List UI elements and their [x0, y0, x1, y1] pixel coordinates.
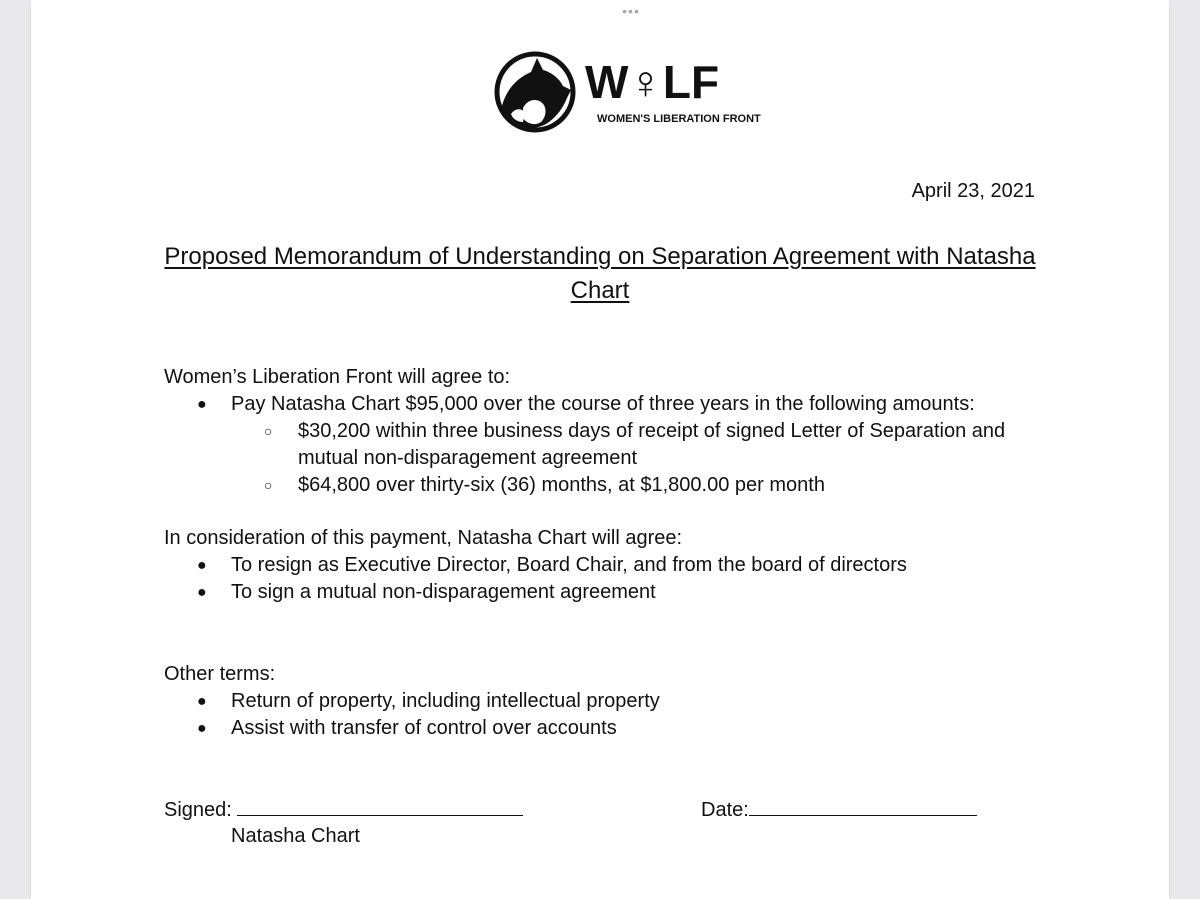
- sub-list-item-text: $30,200 within three business days of receipt of signed Letter of Separation and mutual non-disparagement agreement: [298, 420, 1006, 469]
- list-item-text: Pay Natasha Chart $95,000 over the course of three years in the following amounts:: [231, 393, 975, 415]
- date-label: Date:: [701, 799, 749, 821]
- viewer-menu-dots[interactable]: •••: [622, 3, 640, 19]
- list-item-text: To resign as Executive Director, Board Chair, and from the board of directors: [231, 554, 907, 576]
- signature-line[interactable]: [237, 797, 523, 816]
- section-lead: Women’s Liberation Front will agree to:: [164, 366, 511, 388]
- section-chart-agrees: [164, 525, 1064, 606]
- sub-list-item: [164, 472, 1064, 499]
- date-field: [701, 797, 977, 822]
- bullet-mark: ●: [197, 720, 207, 737]
- list-item: [164, 552, 1064, 579]
- document-date: April 23, 2021: [911, 180, 1035, 202]
- list-item: [164, 579, 1064, 606]
- list-item: [164, 688, 1064, 715]
- document-title: Proposed Memorandum of Understanding on Separation Agreement with Natasha Chart: [164, 243, 1036, 304]
- date-line[interactable]: [749, 797, 977, 816]
- tagline-text: WOMEN'S LIBERATION FRONT: [597, 113, 761, 125]
- signed-label: Signed:: [164, 799, 232, 821]
- list-item-text: Assist with transfer of control over accounts: [231, 717, 617, 739]
- section-lead: In consideration of this payment, Natasha Chart will agree:: [164, 527, 683, 549]
- signer-name: Natasha Chart: [231, 825, 360, 847]
- document-page: [31, 0, 1169, 899]
- subbullet-mark: ○: [264, 423, 273, 439]
- list-item: [164, 715, 1064, 742]
- section-other-terms: [164, 661, 1064, 742]
- bullet-mark: ●: [197, 396, 207, 413]
- section-lead: Other terms:: [164, 663, 276, 685]
- sub-list-item: [164, 418, 1064, 472]
- list-item-text: Return of property, including intellectual property: [231, 690, 660, 712]
- section-wolf-agrees: [164, 364, 1064, 499]
- list-item: [164, 391, 1064, 418]
- bullet-mark: ●: [197, 693, 207, 710]
- list-item-text: To sign a mutual non-disparagement agreement: [231, 581, 656, 603]
- bullet-mark: ●: [197, 584, 207, 601]
- wolf-logo-graphic: [493, 50, 773, 134]
- sub-list-item-text: $64,800 over thirty-six (36) months, at $1,800.00 per month: [298, 474, 825, 496]
- bullet-mark: ●: [197, 557, 207, 574]
- wolf-logo: [493, 50, 773, 134]
- wordmark-text: W♀LF: [585, 56, 720, 108]
- woman-profile: [523, 100, 546, 124]
- signature-field: [164, 797, 523, 822]
- subbullet-mark: ○: [264, 477, 273, 493]
